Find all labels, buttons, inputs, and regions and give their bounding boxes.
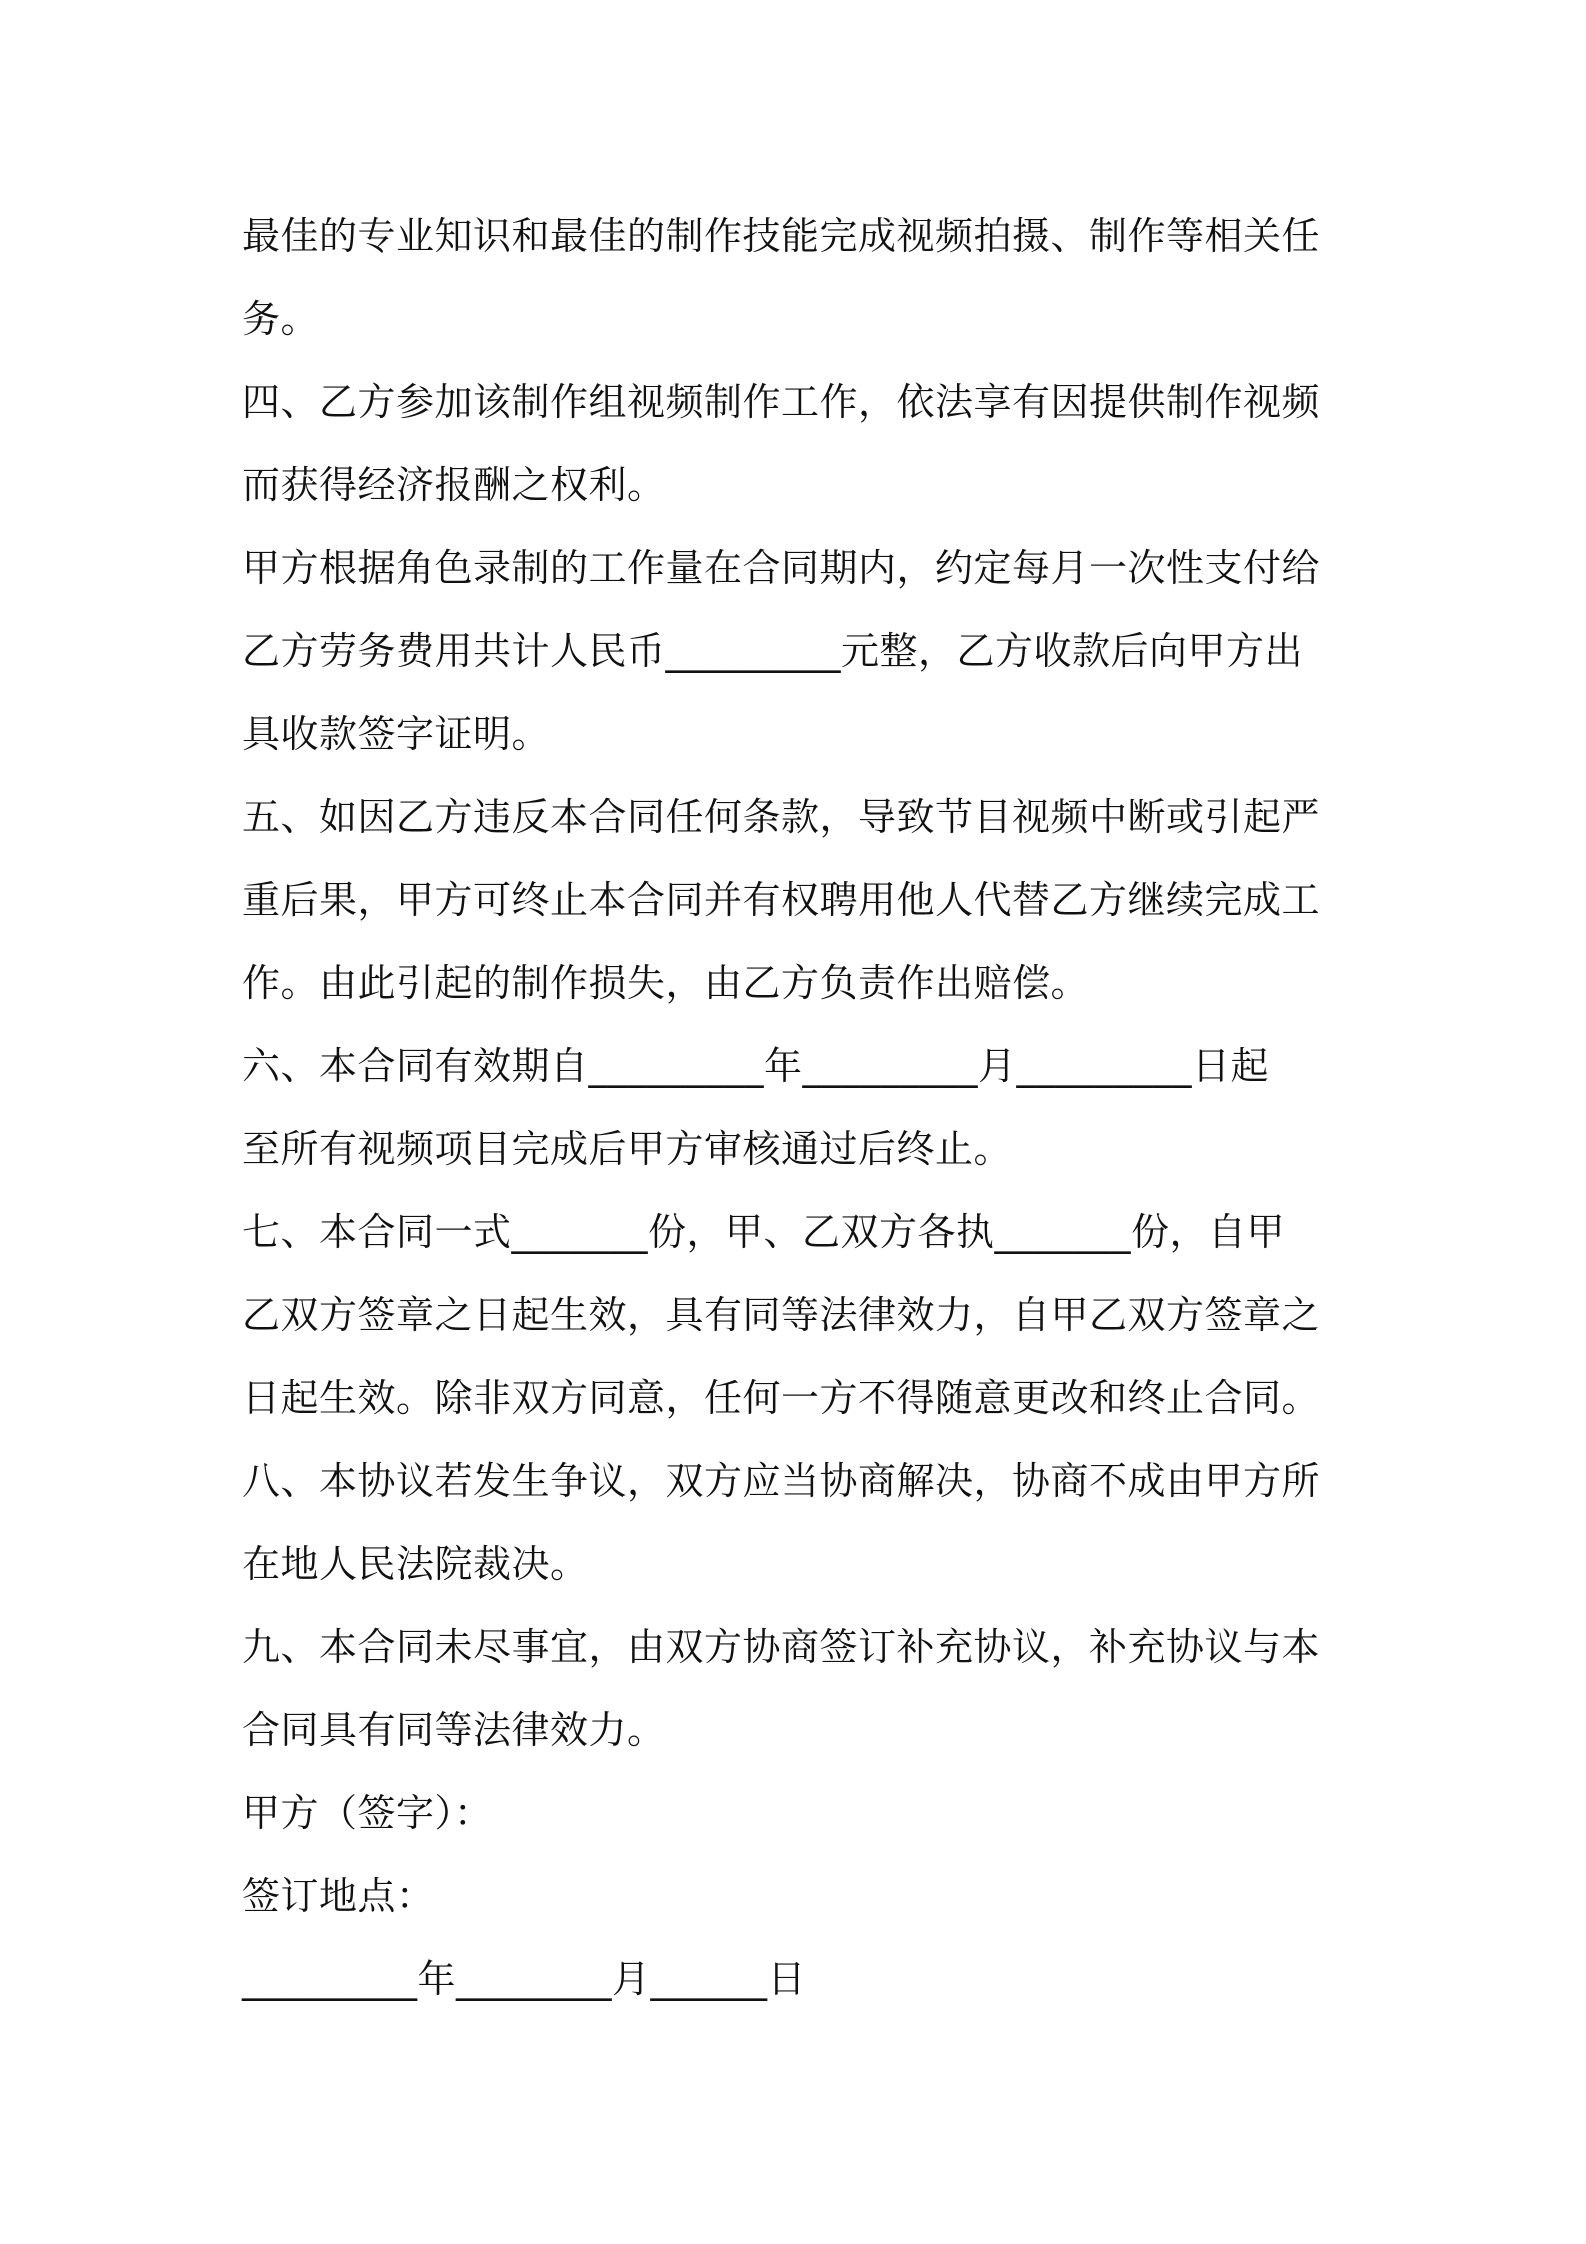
text-line: 而获得经济报酬之权利。 — [242, 463, 666, 507]
clause-seven-line: 七、本合同一式_______份，甲、乙双方各执_______份，自甲 — [242, 1210, 1286, 1254]
signing-location-line: 签订地点： — [242, 1874, 435, 1918]
text-line: 重后果，甲方可终止本合同并有权聘用他人代替乙方继续完成工 — [242, 878, 1321, 922]
clause-six-line: 六、本合同有效期自_________年_________月_________日起 — [242, 1044, 1270, 1088]
text-line: 日起生效。除非双方同意，任何一方不得随意更改和终止合同。 — [242, 1376, 1321, 1420]
clause-eight-line: 八、本协议若发生争议，双方应当协商解决，协商不成由甲方所 — [242, 1459, 1321, 1503]
text-line: 乙双方签章之日起生效，具有同等法律效力，自甲乙双方签章之 — [242, 1293, 1321, 1337]
text-line: 作。由此引起的制作损失，由乙方负责作出赔偿。 — [242, 961, 1090, 1005]
signing-date-line: _________年________月______日 — [242, 1957, 807, 2001]
clause-four-line: 四、乙方参加该制作组视频制作工作，依法享有因提供制作视频 — [242, 380, 1321, 424]
text-line: 合同具有同等法律效力。 — [242, 1708, 666, 1752]
text-line: 最佳的专业知识和最佳的制作技能完成视频拍摄、制作等相关任 — [242, 214, 1321, 258]
document-body — [242, 195, 1357, 2021]
text-line: 具收款签字证明。 — [242, 712, 551, 756]
payment-amount-line: 乙方劳务费用共计人民币_________元整，乙方收款后向甲方出 — [242, 629, 1304, 673]
clause-nine-line: 九、本合同未尽事宜，由双方协商签订补充协议，补充协议与本 — [242, 1625, 1321, 1669]
text-line: 在地人民法院裁决。 — [242, 1542, 589, 1586]
text-line: 至所有视频项目完成后甲方审核通过后终止。 — [242, 1127, 1013, 1171]
text-line: 务。 — [242, 297, 320, 341]
payment-line: 甲方根据角色录制的工作量在合同期内，约定每月一次性支付给 — [242, 546, 1321, 590]
party-a-signature-line: 甲方（签字）： — [242, 1791, 493, 1835]
clause-five-line: 五、如因乙方违反本合同任何条款，导致节目视频中断或引起严 — [242, 795, 1321, 839]
